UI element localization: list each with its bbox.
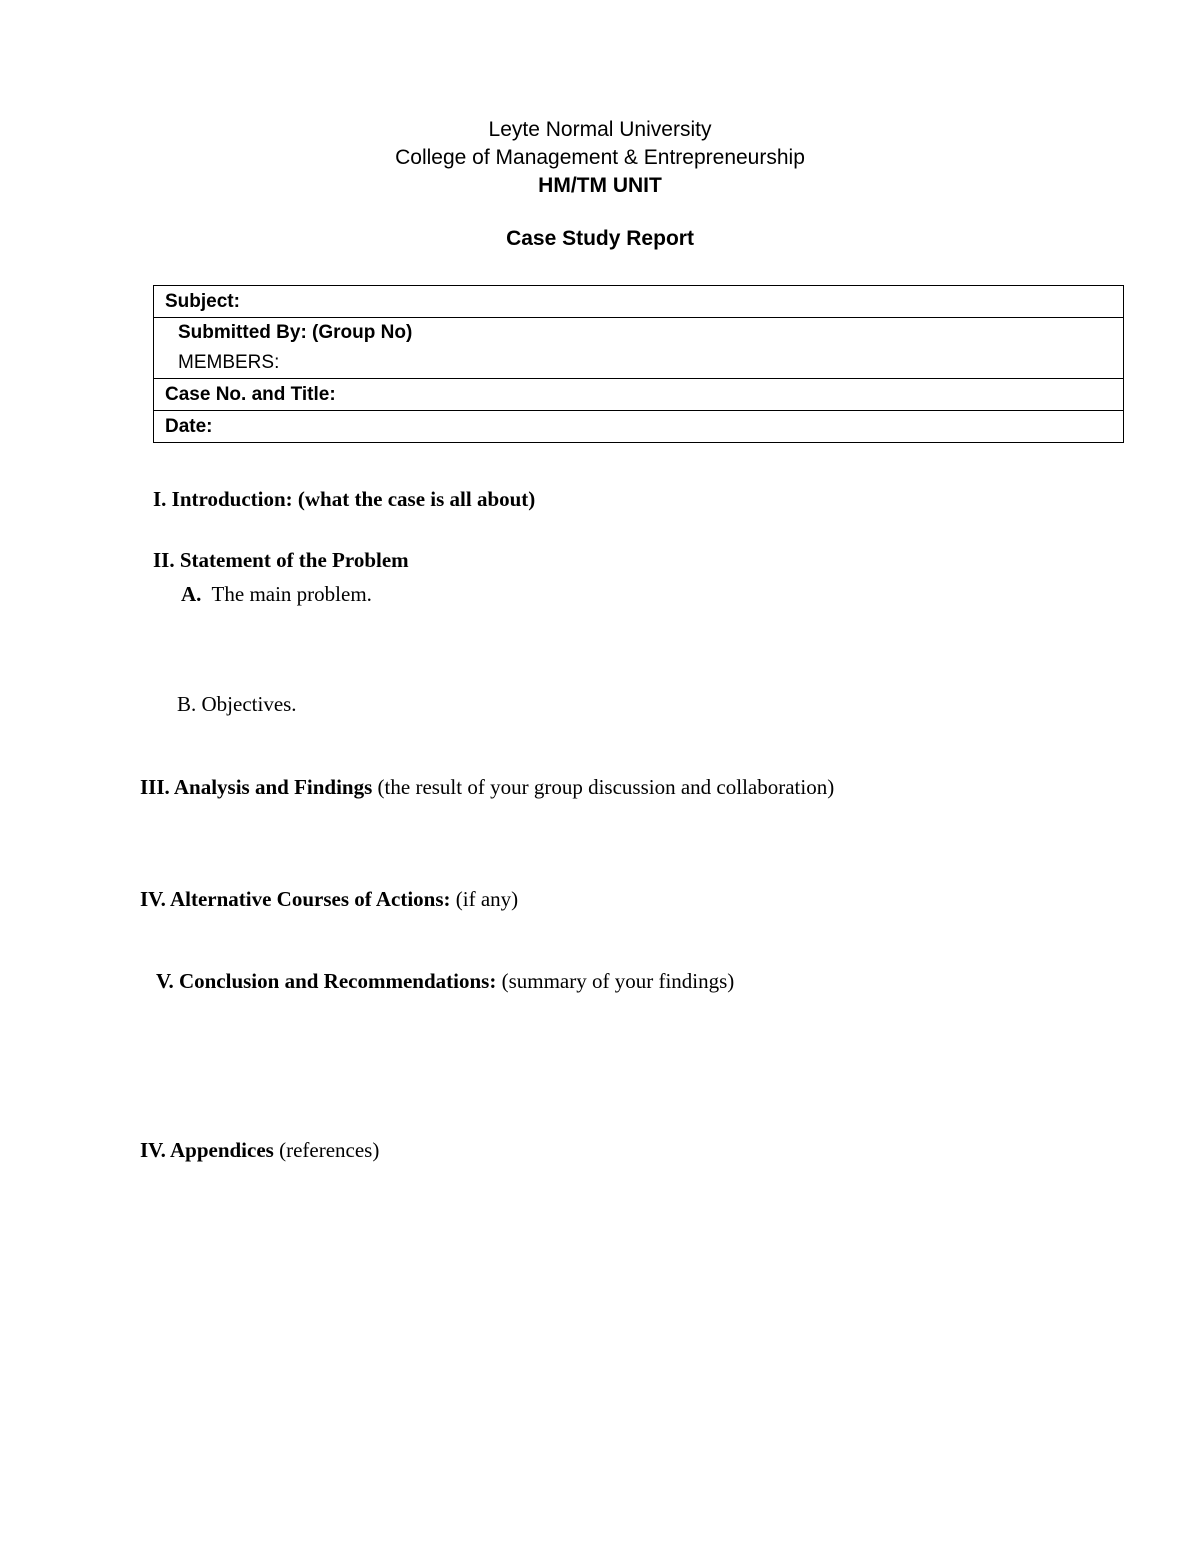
table-row [154, 286, 1124, 318]
table-row [154, 318, 1124, 379]
members-label: MEMBERS: [178, 352, 280, 373]
unit-name: HM/TM UNIT [538, 174, 662, 197]
appendices-note: (references) [279, 1138, 380, 1162]
conclusion-heading-text: V. Conclusion and Recommendations: [156, 969, 497, 993]
appendices-heading [140, 1137, 379, 1163]
appendices-heading-text: IV. Appendices [140, 1138, 274, 1162]
table-row [154, 411, 1124, 443]
statement-heading [153, 547, 409, 573]
conclusion-note: (summary of your findings) [501, 969, 735, 993]
statement-heading-text: II. Statement of the Problem [153, 548, 409, 572]
introduction-heading [153, 486, 535, 512]
subject-field[interactable]: Subject: [154, 286, 1124, 318]
main-problem-item [181, 581, 372, 607]
alternatives-note: (if any) [455, 887, 519, 911]
table-row [154, 379, 1124, 411]
objectives-text: B. Objectives. [177, 692, 297, 716]
analysis-heading [140, 774, 834, 800]
submitted-by-field[interactable] [154, 318, 1124, 379]
main-problem-marker: A. [181, 582, 202, 606]
alternatives-heading-text: IV. Alternative Courses of Actions: [140, 887, 451, 911]
introduction-heading-text: I. Introduction: (what the case is all about) [153, 487, 536, 511]
report-title: Case Study Report [506, 227, 694, 250]
alternatives-heading [140, 886, 518, 912]
submitted-by-label: Submitted By: (Group No) [178, 322, 413, 343]
analysis-heading-text: III. Analysis and Findings [140, 775, 373, 799]
college-name: College of Management & Entrepreneurship [395, 146, 805, 169]
main-problem-text: The main problem. [211, 582, 372, 606]
objectives-item [177, 691, 297, 717]
date-field[interactable]: Date: [154, 411, 1124, 443]
analysis-note: (the result of your group discussion and collaboration) [377, 775, 835, 799]
report-info-table [153, 285, 1124, 443]
university-name: Leyte Normal University [488, 118, 712, 141]
case-no-title-field[interactable]: Case No. and Title: [154, 379, 1124, 411]
conclusion-heading [156, 968, 734, 994]
